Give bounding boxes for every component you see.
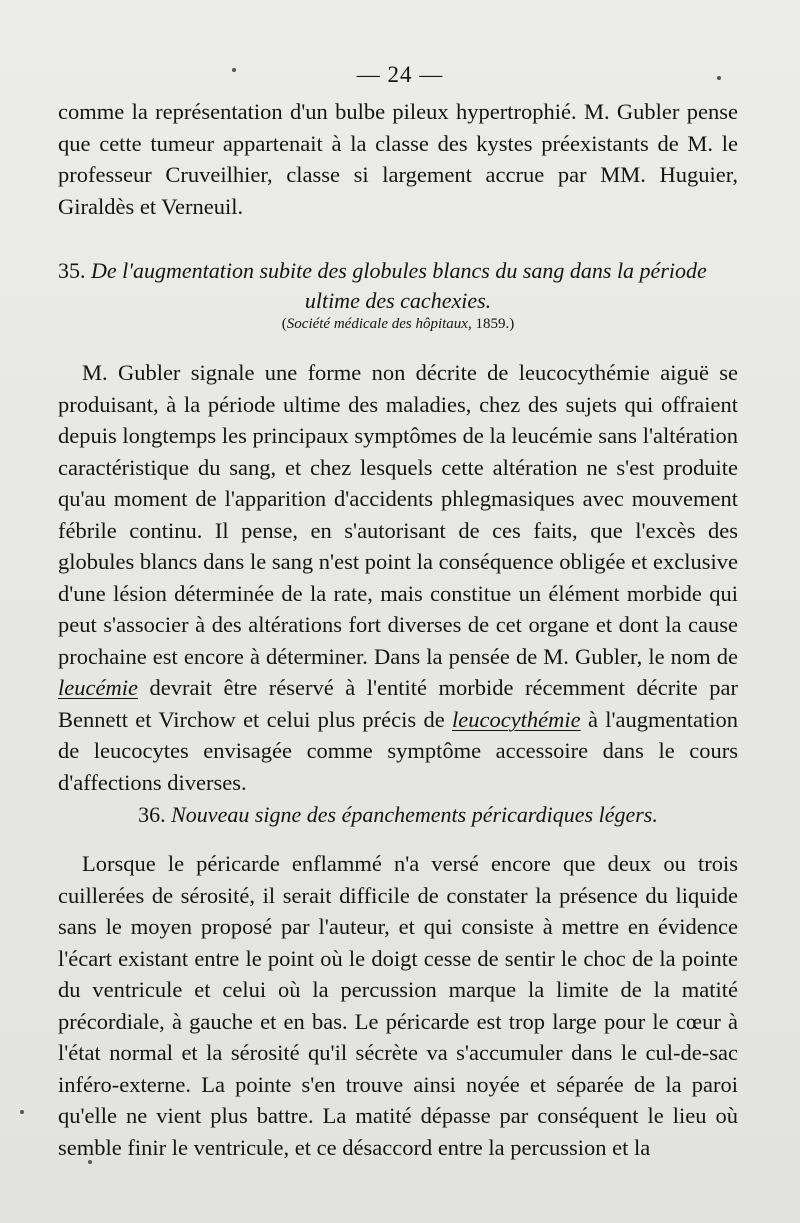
section-36-number: 36. (138, 802, 166, 827)
source-year: , 1859.) (467, 316, 515, 332)
paper-speck (717, 76, 721, 80)
section-36-title: Nouveau signe des épanchements péricardiques légers. (171, 802, 658, 827)
intro-paragraph: comme la représentation d'un bulbe pileux hypertrophié. M. Gubler pense que cette tumeur appartenait à la classe des kystes préexistants de M. le professeur Cruveilhier, classe si largement accrue par MM. Huguier, Giraldès et Verneuil. (58, 99, 738, 219)
section-35-source (58, 316, 738, 333)
term-leucemie: leucémie (58, 675, 138, 700)
section-35-title-line1: De l'augmentation subite des globules blancs du sang dans la période (91, 258, 707, 283)
term-leucocythemie: leucocythémie (451, 706, 581, 732)
section-35-title-line2-row (58, 286, 738, 316)
page-number: — 24 — (356, 62, 444, 87)
source-publication: Société médicale des hôpitaux (286, 316, 468, 332)
section-35-body (58, 357, 738, 798)
section-35-body-part2: devrait être réservé à l'entité morbide récemment décrite par Bennett et Virchow et celui plus précis de (58, 675, 738, 732)
paper-speck (20, 1110, 24, 1114)
section-35-title-line2: ultime des cachexies. (304, 288, 492, 313)
section-35-number: 35. (58, 258, 86, 283)
section-35-body-part1: M. Gubler signale une forme non décrite de leucocythémie aiguë se produisant, à la période ultime des maladies, chez des sujets qui offraient depuis longtemps les principaux symptômes de la leucémie sans l'altération caractéristique du sang, et chez lesquels cette altération ne s'est produite qu'au moment de l'apparition d'accidents phlegmasiques avec mouvement fébrile continu. Il pense, en s'autorisant de ces faits, que l'excès des globules blancs dans le sang n'est point la conséquence obligée et exclusive d'une lésion déterminée de la rate, mais constitue un élément morbide qui peut s'associer à des altérations fort diverses de cet organe et dont la cause prochaine est encore à déterminer. Dans la pensée de M. Gubler, le nom de (58, 360, 738, 669)
paper-speck (88, 1160, 92, 1164)
section-36-heading (58, 800, 738, 830)
section-35-heading (58, 256, 738, 286)
section-36-body: Lorsque le péricarde enflammé n'a versé encore que deux ou trois cuillerées de sérosité, il serait difficile de constater la présence du liquide sans le moyen proposé par l'auteur, et qui consiste à mettre en évidence l'écart existant entre le point où le doigt cesse de sentir le choc de la pointe du ventricule et celui où la percussion marque la limite de la matité précordiale, à gauche et en bas. Le péricarde est trop large pour le cœur à l'état normal et la sérosité qu'il sécrète va s'accumuler dans le cul-de-sac inféro-externe. La pointe s'en trouve ainsi noyée et séparée de la paroi qu'elle ne vient plus battre. La matité dépasse par conséquent le lieu où semble finir le ventricule, et ce désaccord entre la percussion et la (58, 851, 738, 1160)
paper-speck (232, 68, 236, 72)
section-35-body-part3: à l'augmentation de leucocytes envisagée comme symptôme accessoire dans le cours d'affections diverses. (58, 706, 739, 795)
source-open: ( (281, 316, 287, 332)
